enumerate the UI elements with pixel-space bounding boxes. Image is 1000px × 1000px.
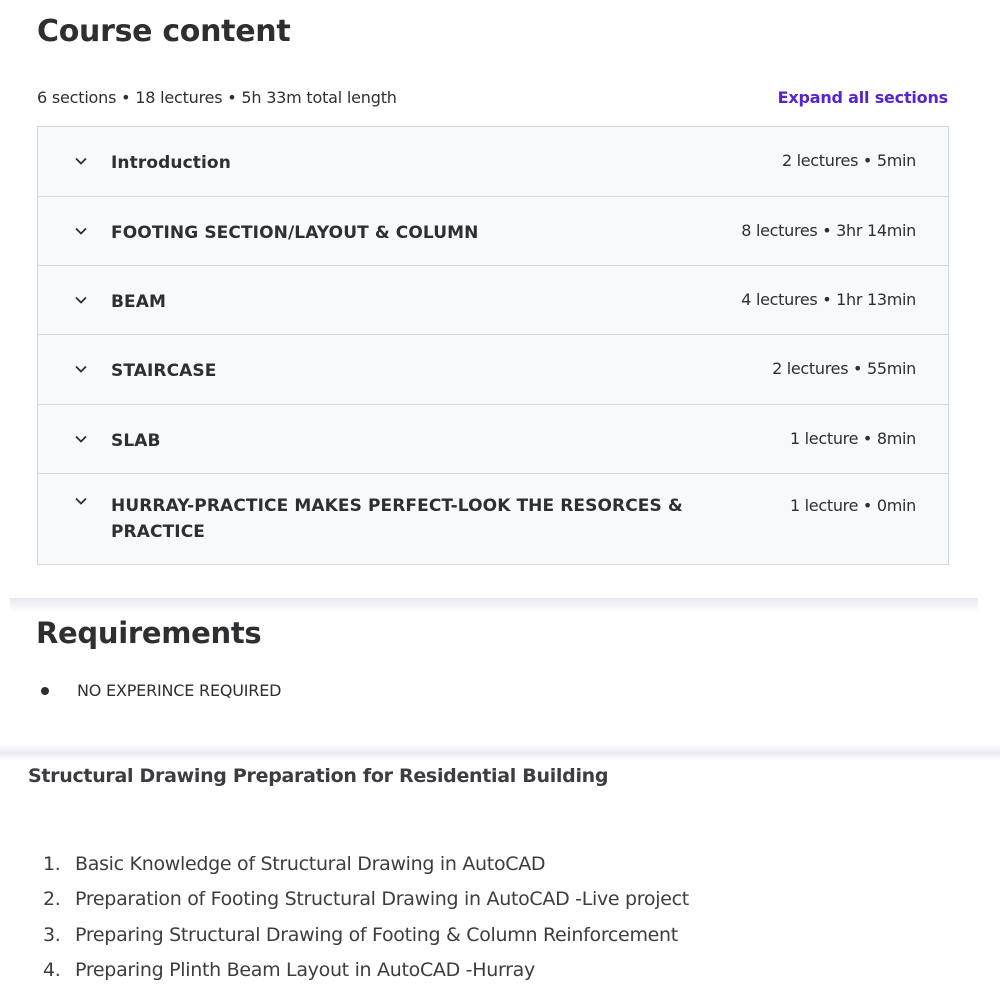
chevron-down-icon [74,293,88,307]
section-title: SLAB [111,431,161,451]
list-item [40,953,689,989]
list-item-text: Preparing Structural Drawing of Footing & Column Reinforcement [75,923,678,946]
chevron-down-icon [74,224,88,238]
chevron-down-icon [74,362,88,376]
list-item-number: 1. [43,852,61,875]
section-panel-staircase[interactable] [38,335,948,405]
course-content-summary: 6 sections • 18 lectures • 5h 33m total length [37,88,397,107]
list-item-number: 4. [43,959,61,982]
section-divider [10,598,978,612]
bullet-icon [41,687,49,695]
section-lecture-info: 2 lectures • 55min [772,359,916,378]
section-lecture-info: 4 lectures • 1hr 13min [741,290,916,309]
list-item-text: Preparing Plinth Beam Layout in AutoCAD -Hurray [75,959,535,982]
requirement-item [40,681,281,700]
section-lecture-info: 1 lecture • 0min [790,496,916,515]
section-panel-slab[interactable] [38,405,948,474]
section-panel-beam[interactable] [38,266,948,335]
section-lecture-info: 1 lecture • 8min [790,429,916,448]
chevron-down-icon [74,154,88,168]
section-divider [0,744,1000,760]
list-item-number: 3. [43,923,61,946]
list-item [40,882,689,918]
list-item-text: Basic Knowledge of Structural Drawing in AutoCAD [75,852,546,875]
section-title: STAIRCASE [111,361,217,381]
description-list [40,846,689,988]
course-content-heading: Course content [37,14,291,49]
list-item [40,846,689,882]
section-panel-footing[interactable] [38,197,948,266]
list-item-number: 2. [43,888,61,911]
section-title: FOOTING SECTION/LAYOUT & COLUMN [111,223,479,243]
list-item-text: Preparation of Footing Structural Drawing in AutoCAD -Live project [75,888,689,911]
chevron-down-icon [74,432,88,446]
description-heading: Structural Drawing Preparation for Residential Building [28,765,609,787]
requirement-text: NO EXPERINCE REQUIRED [77,681,282,700]
section-panel-introduction[interactable] [38,127,948,197]
expand-all-sections-button[interactable]: Expand all sections [777,88,948,107]
list-item [40,917,689,953]
section-title: Introduction [111,153,231,173]
section-title: HURRAY-PRACTICE MAKES PERFECT-LOOK THE RESORCES & PRACTICE [111,496,683,542]
section-title: BEAM [111,292,167,312]
curriculum-accordion [37,126,949,565]
section-panel-practice[interactable] [38,474,948,564]
section-lecture-info: 8 lectures • 3hr 14min [741,221,916,240]
section-lecture-info: 2 lectures • 5min [781,151,916,170]
chevron-down-icon [74,494,88,508]
requirements-heading: Requirements [36,616,262,650]
